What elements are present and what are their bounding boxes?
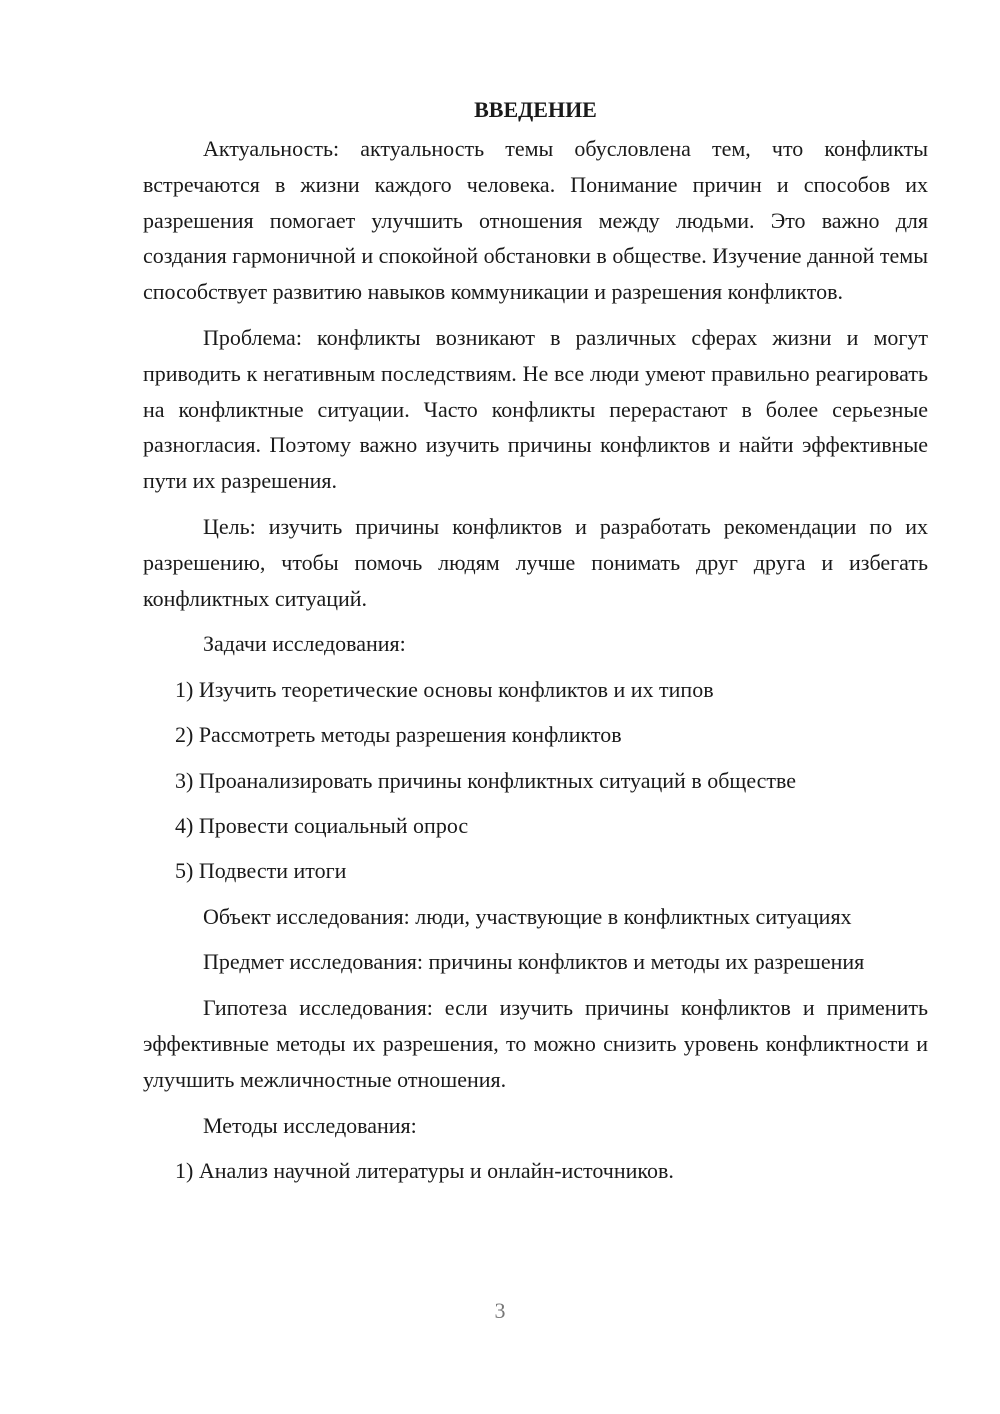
list-item: 1) Изучить теоретические основы конфликтов и их типов [175,677,714,703]
list-item: 1) Анализ научной литературы и онлайн-источников. [175,1158,674,1184]
relevance-paragraph: Актуальность: актуальность темы обусловлена тем, что конфликты встречаются в жизни каждого человека. Понимание причин и способов их разрешения помогает улучшить отношения между людьми. Это важно для создания гармоничной и спокойной обстановки в обществе. Изучение данной темы способствует развитию навыков коммуникации и разрешения конфликтов. [143,136,928,305]
hypothesis-paragraph: Гипотеза исследования: если изучить причины конфликтов и применить эффективные методы их разрешения, то можно снизить уровень конфликтности и улучшить межличностные отношения. [143,995,928,1092]
goal-paragraph: Цель: изучить причины конфликтов и разработать рекомендации по их разрешению, чтобы помочь людям лучше понимать друг друга и избегать конфликтных ситуаций. [143,513,928,611]
tasks-list [143,672,928,889]
problem-paragraph: Проблема: конфликты возникают в различных сферах жизни и могут приводить к негативным последствиям. Не все люди умеют правильно реагировать на конфликтные ситуации. Часто конфликты перерастают в более серьезные разногласия. Поэтому важно изучить причины конфликтов и найти эффективные пути их разрешения. [143,324,928,494]
list-item: 4) Провести социальный опрос [175,813,469,839]
list-item: 5) Подвести итоги [175,858,347,884]
section-title: ВВЕДЕНИЕ [474,97,597,122]
object-paragraph: Объект исследования: люди, участвующие в конфликтных ситуациях [203,903,852,929]
page-number: 3 [494,1298,506,1323]
list-item: 2) Рассмотреть методы разрешения конфликтов [175,722,622,748]
methods-heading: Методы исследования: [203,1112,417,1138]
subject-paragraph: Предмет исследования: причины конфликтов и методы их разрешения [203,949,865,975]
list-item: 3) Проанализировать причины конфликтных ситуаций в обществе [175,767,797,793]
tasks-heading: Задачи исследования: [203,631,406,657]
methods-list [143,1153,928,1189]
document-page [143,92,928,1199]
